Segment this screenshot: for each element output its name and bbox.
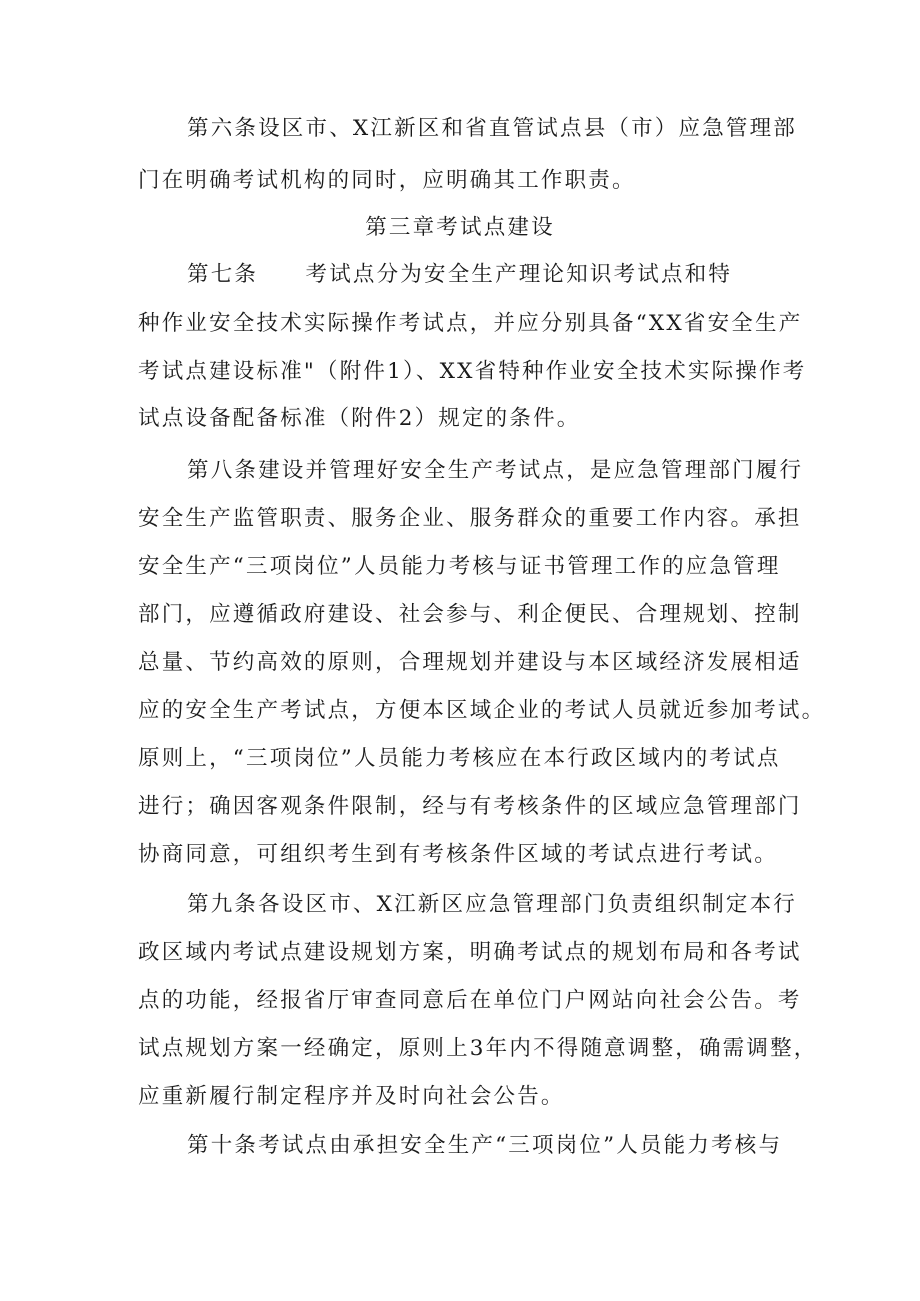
article-7-line-1: 第七条 考试点分为安全生产理论知识考试点和特 [187,262,733,287]
article-8-line-4: 部门，应遵循政府建设、社会参与、利企便民、合理规划、控制 [138,602,802,627]
article-8-line-3: 安全生产“三项岗位”人员能力考核与证书管理工作的应急管理 [138,554,781,579]
article-10-line-1: 第十条考试点由承担安全生产“三项岗位”人员能力考核与 [187,1133,783,1158]
article-6-line-1: 第六条设区市、X江新区和省直管试点县（市）应急管理部 [187,116,798,141]
article-7-line-4: 试点设备配备标准（附件2）规定的条件。 [138,406,581,431]
article-8-line-5: 总量、节约高效的原则，合理规划并建设与本区域经济发展相适 [138,650,802,675]
chapter-3-heading: 第三章考试点建设 [365,215,555,240]
article-8-line-2: 安全生产监管职责、服务企业、服务群众的重要工作内容。承担 [138,506,802,531]
article-8-line-1: 第八条建设并管理好安全生产考试点，是应急管理部门履行 [187,458,804,483]
article-9-line-3: 点的功能，经报省厅审查同意后在单位门户网站向社会公告。考 [138,988,802,1013]
article-8-line-7: 原则上，“三项岗位”人员能力考核应在本行政区域内的考试点 [138,746,781,771]
article-7-line-3: 考试点建设标准"（附件1）、XX省特种作业安全技术实际操作考 [138,359,807,384]
article-6-line-2: 门在明确考试机构的同时，应明确其工作职责。 [138,168,636,193]
article-9-line-4: 试点规划方案一经确定，原则上3年内不得随意调整，确需调整， [138,1036,818,1061]
article-9-line-5: 应重新履行制定程序并及时向社会公告。 [138,1084,565,1109]
article-8-line-9: 协商同意，可组织考生到有考核条件区域的考试点进行考试。 [138,842,778,867]
article-8-line-6: 应的安全生产考试点，方便本区域企业的考试人员就近参加考试。 [138,698,826,723]
article-9-line-2: 政区域内考试点建设规划方案，明确考试点的规划布局和各考试 [138,940,802,965]
article-9-line-1: 第九条各设区市、X江新区应急管理部门负责组织制定本行 [187,892,798,917]
article-7-line-2: 种作业安全技术实际操作考试点，并应分别具备“XX省安全生产 [138,311,803,336]
article-8-line-8: 进行；确因客观条件限制，经与有考核条件的区域应急管理部门 [138,794,802,819]
